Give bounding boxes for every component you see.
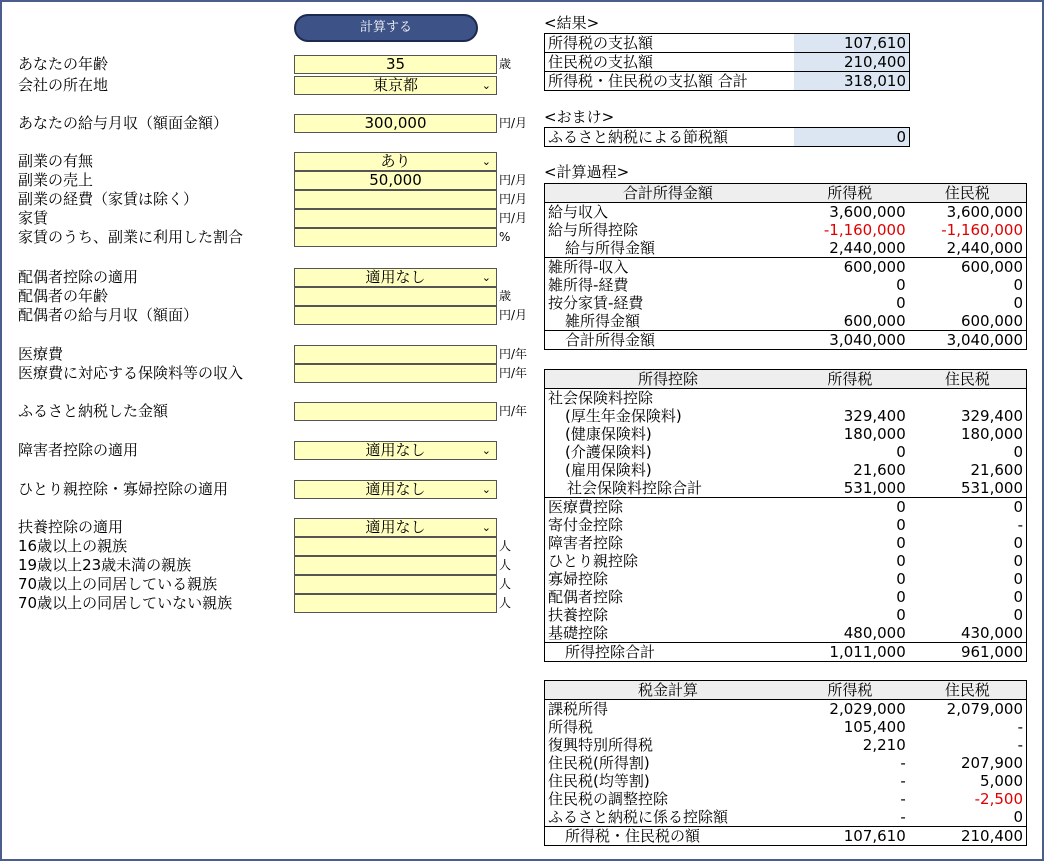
table-title: 税金計算 bbox=[545, 681, 792, 700]
result-row bbox=[545, 72, 910, 91]
income-tax-value: 480,000 bbox=[843, 624, 906, 642]
col-income-tax: 所得税 bbox=[791, 184, 909, 203]
resident-tax-value: 210,400 bbox=[909, 827, 1027, 846]
salary-value: 300,000 bbox=[364, 114, 427, 132]
row-label: 障害者控除 bbox=[545, 534, 791, 552]
label-dep70-sep: 70歳以上の同居していない親族 bbox=[18, 594, 233, 612]
table-row bbox=[545, 643, 1027, 662]
table-row bbox=[545, 516, 1027, 534]
resident-tax-value: 2,079,000 bbox=[909, 700, 1027, 719]
table-row bbox=[545, 221, 1027, 239]
income-tax-value: 0 bbox=[896, 276, 906, 294]
col-resident-tax: 住民税 bbox=[909, 681, 1027, 700]
resident-tax-value: 180,000 bbox=[909, 425, 1027, 443]
table-row bbox=[545, 294, 1027, 312]
income-tax-value: 21,600 bbox=[853, 461, 906, 479]
table-row bbox=[545, 498, 1027, 517]
resident-tax-value: -1,160,000 bbox=[909, 221, 1027, 239]
income-tax-value: -1,160,000 bbox=[823, 221, 906, 239]
resident-tax-value: 0 bbox=[909, 588, 1027, 606]
furusato-unit: 円/年 bbox=[499, 404, 528, 418]
side-expense-input[interactable] bbox=[294, 190, 497, 209]
resident-tax-value: 0 bbox=[909, 443, 1027, 461]
row-label: 配偶者控除 bbox=[545, 588, 791, 606]
table-row bbox=[545, 479, 1027, 498]
table-row bbox=[545, 552, 1027, 570]
result-label: 住民税の支払額 bbox=[545, 53, 795, 72]
single-parent-value: 適用なし bbox=[365, 480, 426, 498]
resident-tax-value: - bbox=[909, 736, 1027, 754]
resident-tax-value: 430,000 bbox=[909, 624, 1027, 643]
income-tax-value: 600,000 bbox=[843, 312, 906, 330]
salary-unit: 円/月 bbox=[499, 116, 528, 130]
income-tax-value: 0 bbox=[896, 588, 906, 606]
table-row bbox=[545, 570, 1027, 588]
table-row bbox=[545, 772, 1027, 790]
resident-tax-value bbox=[909, 389, 1027, 408]
row-label: 復興特別所得税 bbox=[545, 736, 792, 754]
resident-tax-value: 3,040,000 bbox=[909, 331, 1027, 350]
table-row bbox=[545, 790, 1027, 808]
label-dependent: 扶養控除の適用 bbox=[18, 518, 124, 536]
disability-value: 適用なし bbox=[365, 441, 426, 459]
chevron-down-icon[interactable]: ⌄ bbox=[481, 271, 491, 284]
income-tax-value: - bbox=[900, 790, 906, 808]
row-label: 所得税 bbox=[545, 718, 792, 736]
result-label: 所得税の支払額 bbox=[545, 34, 795, 53]
furusato-input[interactable] bbox=[294, 402, 497, 421]
label-rent-ratio: 家賃のうち、副業に利用した割合 bbox=[18, 228, 244, 246]
income-tax-value: 3,040,000 bbox=[791, 331, 909, 350]
table-row bbox=[545, 606, 1027, 624]
table-row bbox=[545, 425, 1027, 443]
income-table bbox=[544, 183, 1027, 350]
row-label: (雇用保険料) bbox=[545, 461, 791, 479]
row-label: 住民税の調整控除 bbox=[545, 790, 792, 808]
resident-tax-value: 207,900 bbox=[909, 754, 1027, 772]
income-tax-value: 0 bbox=[791, 498, 909, 517]
bonus-label: ふるさと納税による節税額 bbox=[545, 128, 795, 147]
label-medical-insurance: 医療費に対応する保険料等の収入 bbox=[18, 364, 244, 382]
label-furusato: ふるさと納税した金額 bbox=[18, 402, 169, 420]
resident-tax-value: 2,440,000 bbox=[909, 239, 1027, 258]
dep70-sep-unit: 人 bbox=[499, 596, 512, 610]
income-tax-value: 3,600,000 bbox=[829, 203, 906, 221]
location-value: 東京都 bbox=[372, 76, 418, 94]
resident-tax-value: - bbox=[909, 516, 1027, 534]
row-label: 住民税(所得割) bbox=[545, 754, 792, 772]
spouse-age-input[interactable] bbox=[294, 287, 497, 306]
table-row bbox=[545, 588, 1027, 606]
dep19-unit: 人 bbox=[499, 558, 512, 572]
income-tax-value: 600,000 bbox=[791, 258, 909, 277]
resident-tax-value: -2,500 bbox=[909, 790, 1027, 808]
label-salary: あなたの給与月収（額面金額） bbox=[18, 114, 229, 132]
label-dep70-cohab: 70歳以上の同居している親族 bbox=[18, 575, 218, 593]
result-value: 318,010 bbox=[794, 72, 909, 91]
chevron-down-icon[interactable]: ⌄ bbox=[481, 155, 491, 168]
deduction-table bbox=[544, 369, 1027, 662]
label-side-job: 副業の有無 bbox=[18, 152, 94, 170]
result-row bbox=[545, 53, 910, 72]
resident-tax-value: - bbox=[909, 718, 1027, 736]
row-label: 基礎控除 bbox=[545, 624, 791, 643]
label-location: 会社の所在地 bbox=[18, 76, 109, 94]
table-row bbox=[545, 624, 1027, 643]
row-label: ひとり親控除 bbox=[545, 552, 791, 570]
process-header: <計算過程> bbox=[544, 163, 630, 181]
single-parent-select[interactable] bbox=[294, 480, 497, 499]
row-label: 社会保険料控除 bbox=[545, 389, 791, 408]
result-row bbox=[545, 34, 910, 53]
income-tax-value: - bbox=[900, 772, 906, 790]
row-label: 雑所得金額 bbox=[545, 312, 791, 331]
label-side-sales: 副業の売上 bbox=[18, 171, 94, 189]
spouse-salary-unit: 円/月 bbox=[499, 308, 528, 322]
chevron-down-icon[interactable]: ⌄ bbox=[481, 79, 491, 92]
col-resident-tax: 住民税 bbox=[909, 184, 1027, 203]
dep19-input[interactable] bbox=[294, 556, 497, 575]
income-tax-value: 531,000 bbox=[843, 479, 906, 497]
label-age: あなたの年齢 bbox=[18, 55, 109, 73]
tax-table bbox=[544, 680, 1027, 846]
income-tax-value: 0 bbox=[896, 443, 906, 461]
table-row bbox=[545, 461, 1027, 479]
income-tax-value: 329,400 bbox=[843, 407, 906, 425]
salary-input[interactable] bbox=[294, 114, 497, 133]
dependent-select[interactable] bbox=[294, 518, 497, 537]
income-tax-value bbox=[791, 389, 909, 408]
row-label: 医療費控除 bbox=[545, 498, 791, 517]
resident-tax-value: 961,000 bbox=[909, 643, 1027, 662]
disability-select[interactable] bbox=[294, 441, 497, 460]
table-header bbox=[545, 370, 1027, 389]
income-tax-value: 2,210 bbox=[862, 736, 906, 754]
income-tax-value: 0 bbox=[896, 534, 906, 552]
resident-tax-value: 0 bbox=[909, 570, 1027, 588]
resident-tax-value: 3,600,000 bbox=[909, 203, 1027, 222]
row-label: 住民税(均等割) bbox=[545, 772, 792, 790]
spouse-salary-input[interactable] bbox=[294, 306, 497, 325]
label-spouse-deduction: 配偶者控除の適用 bbox=[18, 268, 139, 286]
row-label: 按分家賃-経費 bbox=[545, 294, 791, 312]
table-row bbox=[545, 239, 1027, 258]
resident-tax-value: 0 bbox=[909, 276, 1027, 294]
resident-tax-value: 5,000 bbox=[909, 772, 1027, 790]
resident-tax-value: 0 bbox=[909, 552, 1027, 570]
label-medical: 医療費 bbox=[18, 345, 64, 363]
label-dep19: 19歳以上23歳未満の親族 bbox=[18, 556, 192, 574]
table-row bbox=[545, 407, 1027, 425]
age-value: 35 bbox=[385, 55, 406, 73]
side-expense-unit: 円/月 bbox=[499, 192, 528, 206]
result-value: 210,400 bbox=[794, 53, 909, 72]
age-input[interactable] bbox=[294, 55, 497, 74]
medical-input[interactable] bbox=[294, 345, 497, 364]
bonus-table bbox=[544, 127, 910, 147]
spouse-deduction-select[interactable] bbox=[294, 268, 497, 287]
side-sales-input[interactable] bbox=[294, 171, 497, 190]
income-tax-value: 0 bbox=[896, 294, 906, 312]
resident-tax-value: 600,000 bbox=[909, 258, 1027, 277]
table-row bbox=[545, 808, 1027, 827]
chevron-down-icon[interactable]: ⌄ bbox=[481, 444, 491, 457]
row-label: 所得税・住民税の額 bbox=[545, 827, 792, 846]
dep70-sep-input[interactable] bbox=[294, 594, 497, 613]
dependent-value: 適用なし bbox=[365, 518, 426, 536]
table-row bbox=[545, 276, 1027, 294]
rent-unit: 円/月 bbox=[499, 211, 528, 225]
income-tax-value: 2,440,000 bbox=[829, 239, 906, 257]
resident-tax-value: 0 bbox=[909, 534, 1027, 552]
dep16-unit: 人 bbox=[499, 539, 512, 553]
table-row bbox=[545, 258, 1027, 277]
income-tax-value: 0 bbox=[896, 552, 906, 570]
resident-tax-value: 531,000 bbox=[909, 479, 1027, 498]
rent-ratio-unit: % bbox=[499, 230, 511, 244]
resident-tax-value: 0 bbox=[909, 498, 1027, 517]
dep70-cohab-unit: 人 bbox=[499, 577, 512, 591]
row-label: 雑所得-収入 bbox=[545, 258, 791, 277]
row-label: (厚生年金保険料) bbox=[545, 407, 791, 425]
bonus-value: 0 bbox=[794, 128, 909, 147]
table-row bbox=[545, 443, 1027, 461]
age-unit: 歳 bbox=[499, 57, 512, 71]
rent-ratio-input[interactable] bbox=[294, 228, 497, 247]
bonus-header: <おまけ> bbox=[544, 108, 615, 126]
label-disability: 障害者控除の適用 bbox=[18, 441, 139, 459]
row-label: 給与所得控除 bbox=[545, 221, 791, 239]
row-label: 給与所得金額 bbox=[545, 239, 791, 258]
resident-tax-value: 329,400 bbox=[909, 407, 1027, 425]
table-title: 所得控除 bbox=[545, 370, 791, 389]
spouse-age-unit: 歳 bbox=[499, 289, 512, 303]
row-label: 寄付金控除 bbox=[545, 516, 791, 534]
label-side-expense: 副業の経費（家賃は除く） bbox=[18, 190, 199, 208]
side-job-value: あり bbox=[380, 152, 411, 170]
result-label: 所得税・住民税の支払額 合計 bbox=[545, 72, 795, 91]
table-row bbox=[545, 534, 1027, 552]
table-row bbox=[545, 736, 1027, 754]
table-row bbox=[545, 312, 1027, 331]
label-spouse-age: 配偶者の年齢 bbox=[18, 287, 109, 305]
row-label: (介護保険料) bbox=[545, 443, 791, 461]
row-label: 課税所得 bbox=[545, 700, 792, 719]
table-row bbox=[545, 331, 1027, 350]
row-label: ふるさと納税に係る控除額 bbox=[545, 808, 792, 827]
spouse-deduction-value: 適用なし bbox=[365, 268, 426, 286]
income-tax-value: 0 bbox=[896, 570, 906, 588]
table-header bbox=[545, 184, 1027, 203]
row-label: 給与収入 bbox=[545, 203, 791, 222]
table-title: 合計所得金額 bbox=[545, 184, 791, 203]
income-tax-value: 1,011,000 bbox=[791, 643, 909, 662]
rent-input[interactable] bbox=[294, 209, 497, 228]
label-spouse-salary: 配偶者の給与月収（額面） bbox=[18, 306, 199, 324]
side-sales-value: 50,000 bbox=[369, 171, 422, 189]
income-tax-value: 180,000 bbox=[843, 425, 906, 443]
calculate-button[interactable]: 計算する bbox=[294, 14, 478, 42]
income-tax-value: 0 bbox=[896, 606, 906, 624]
resident-tax-value: 21,600 bbox=[909, 461, 1027, 479]
medical-insurance-input[interactable] bbox=[294, 364, 497, 383]
row-label: (健康保険料) bbox=[545, 425, 791, 443]
dep70-cohab-input[interactable] bbox=[294, 575, 497, 594]
chevron-down-icon[interactable]: ⌄ bbox=[481, 483, 491, 496]
row-label: 雑所得-経費 bbox=[545, 276, 791, 294]
table-row bbox=[545, 700, 1027, 719]
table-header bbox=[545, 681, 1027, 700]
income-tax-value: 0 bbox=[896, 516, 906, 534]
result-value: 107,610 bbox=[794, 34, 909, 53]
side-job-select[interactable] bbox=[294, 152, 497, 171]
resident-tax-value: 600,000 bbox=[909, 312, 1027, 331]
income-tax-value: 2,029,000 bbox=[829, 700, 906, 718]
side-sales-unit: 円/月 bbox=[499, 173, 528, 187]
medical-unit: 円/年 bbox=[499, 347, 528, 361]
dep16-input[interactable] bbox=[294, 537, 497, 556]
table-row bbox=[545, 389, 1027, 408]
resident-tax-value: 0 bbox=[909, 808, 1027, 827]
medical-insurance-unit: 円/年 bbox=[499, 366, 528, 380]
table-row bbox=[545, 827, 1027, 846]
resident-tax-value: 0 bbox=[909, 294, 1027, 312]
income-tax-value: 107,610 bbox=[791, 827, 909, 846]
col-income-tax: 所得税 bbox=[791, 681, 909, 700]
chevron-down-icon[interactable]: ⌄ bbox=[481, 521, 491, 534]
table-row bbox=[545, 203, 1027, 222]
col-resident-tax: 住民税 bbox=[909, 370, 1027, 389]
row-label: 寡婦控除 bbox=[545, 570, 791, 588]
table-row bbox=[545, 754, 1027, 772]
income-tax-value: 105,400 bbox=[843, 718, 906, 736]
row-label: 扶養控除 bbox=[545, 606, 791, 624]
col-income-tax: 所得税 bbox=[791, 370, 909, 389]
resident-tax-value: 0 bbox=[909, 606, 1027, 624]
income-tax-value: - bbox=[900, 754, 906, 772]
result-table bbox=[544, 33, 910, 91]
location-select[interactable] bbox=[294, 76, 497, 95]
row-label: 合計所得金額 bbox=[545, 331, 791, 350]
label-dep16: 16歳以上の親族 bbox=[18, 537, 128, 555]
table-row bbox=[545, 718, 1027, 736]
income-tax-value: - bbox=[900, 808, 906, 826]
result-header: <結果> bbox=[544, 14, 600, 32]
row-label: 所得控除合計 bbox=[545, 643, 791, 662]
row-label: 社会保険料控除合計 bbox=[545, 479, 791, 498]
label-rent: 家賃 bbox=[18, 209, 49, 227]
label-single-parent: ひとり親控除・寡婦控除の適用 bbox=[18, 480, 229, 498]
